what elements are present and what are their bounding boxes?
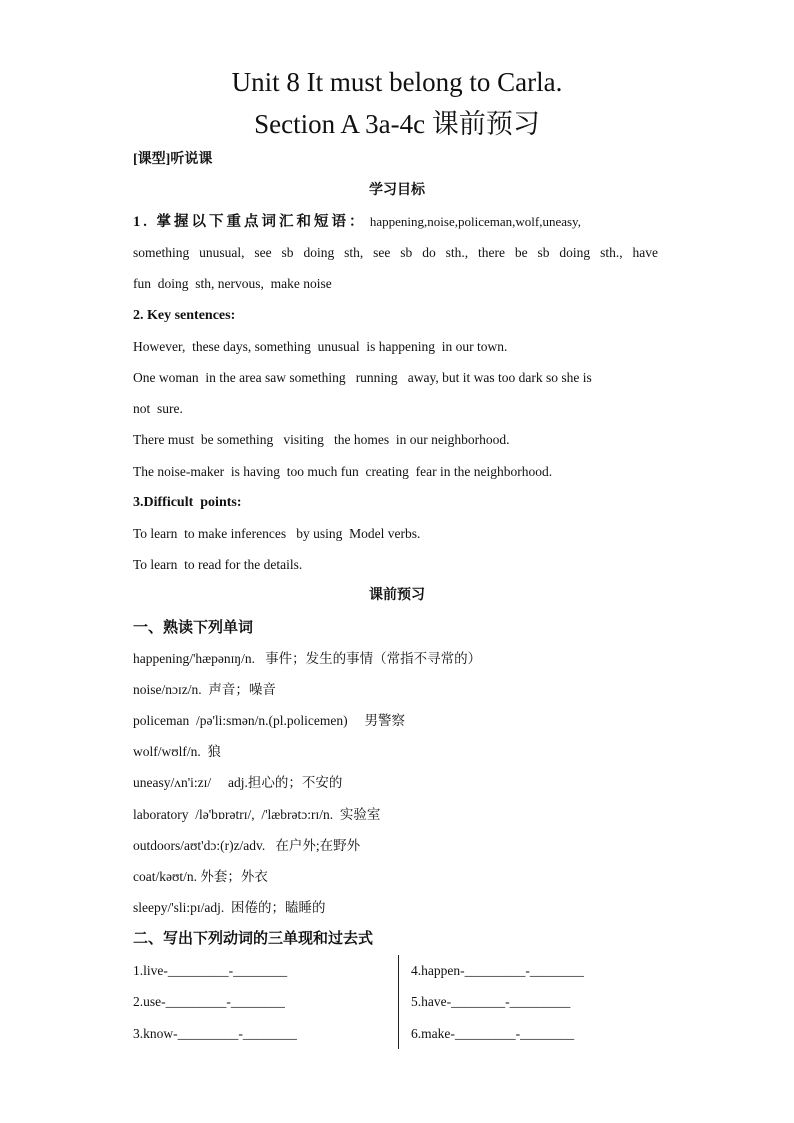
difficult-point: To learn to make inferences by using Model verbs. [133, 526, 421, 541]
point1-words-line2 [133, 243, 658, 263]
point1-words-line1: happening,noise,policeman,wolf,uneasy, [369, 214, 581, 229]
verb-exercise-left[interactable]: 3.know-_________-________ [133, 1026, 297, 1041]
preview-heading: 课前预习 [369, 588, 425, 603]
vocab-item: noise/nɔɪz/n. 声音；噪音 [133, 682, 276, 697]
phrase-word: have [632, 245, 658, 260]
verb-exercise-right[interactable]: 4.happen-_________-________ [411, 963, 584, 978]
phrase-word: sth, [344, 245, 364, 260]
phrase-word: sb [400, 245, 413, 260]
phrase-word: see [373, 245, 391, 260]
difficult-point: To learn to read for the details. [133, 557, 303, 572]
title-line-1: Unit 8 It must belong to Carla. [231, 67, 563, 97]
key-sentence: One woman in the area saw something running away, but it was too dark so she is [133, 370, 592, 385]
phrase-word: sb [537, 245, 550, 260]
verb-exercise-left[interactable]: 1.live-_________-________ [133, 963, 288, 978]
phrase-word: doing [303, 245, 335, 260]
phrase-word: there [477, 245, 505, 260]
phrase-word: unusual, [199, 245, 245, 260]
vocab-item: laboratory /lə'bɒrətrɪ/, /'læbrətɔ:rɪ/n. 实验室 [133, 807, 381, 822]
phrase-word: doing [559, 245, 591, 260]
lesson-type: [课型]听说课 [133, 152, 213, 167]
verb-exercise-left[interactable]: 2.use-_________-________ [133, 994, 285, 1009]
phrase-word: sth., [600, 245, 623, 260]
point2-label: 2. Key sentences: [133, 308, 236, 323]
phrase-word: sb [281, 245, 294, 260]
title-line-2: Section A 3a-4c 课前预习 [254, 109, 540, 139]
key-sentence: The noise-maker is having too much fun creating fear in the neighborhood. [133, 464, 553, 479]
point1-words-line3: fun doing sth, nervous, make noise [133, 276, 332, 291]
point3-label: 3.Difficult points: [133, 495, 242, 510]
phrase-word: sth., [445, 245, 469, 260]
section1-heading: 一、熟读下列单词 [133, 620, 254, 636]
vocab-item: happening/'hæpənɪŋ/n. 事件；发生的事情（常指不寻常的） [133, 651, 482, 666]
objectives-heading: 学习目标 [369, 183, 425, 198]
vocab-item: wolf/wʊlf/n. 狼 [133, 744, 222, 759]
phrase-word: be [514, 245, 528, 260]
verb-exercise-right[interactable]: 5.have-________-_________ [411, 994, 571, 1009]
vocab-item: coat/kəʊt/n. 外套；外衣 [133, 869, 268, 884]
verb-exercise-right[interactable]: 6.make-_________-________ [411, 1026, 575, 1041]
key-sentence: not sure. [133, 401, 183, 416]
key-sentence: However, these days, something unusual is happening in our town. [133, 339, 508, 354]
point1-line1 [133, 212, 581, 232]
vocab-item: uneasy/ʌn'i:zɪ/ adj.担心的；不安的 [133, 775, 343, 790]
vocab-item: policeman /pə'li:smən/n.(pl.policemen) 男警察 [133, 713, 405, 728]
key-sentence: There must be something visiting the homes in our neighborhood. [133, 432, 510, 447]
column-divider [398, 955, 399, 1049]
phrase-word: something [133, 245, 190, 260]
point1-label: 1. 掌握以下重点词汇和短语： [133, 214, 367, 230]
vocab-item: outdoors/aʊt'dɔ:(r)z/adv. 在户外;在野外 [133, 838, 361, 853]
vocab-item: sleepy/'sli:pɪ/adj. 困倦的；瞌睡的 [133, 900, 326, 915]
phrase-word: see [254, 245, 272, 260]
phrase-word: do [422, 245, 436, 260]
section2-heading: 二、写出下列动词的三单现和过去式 [133, 931, 374, 947]
